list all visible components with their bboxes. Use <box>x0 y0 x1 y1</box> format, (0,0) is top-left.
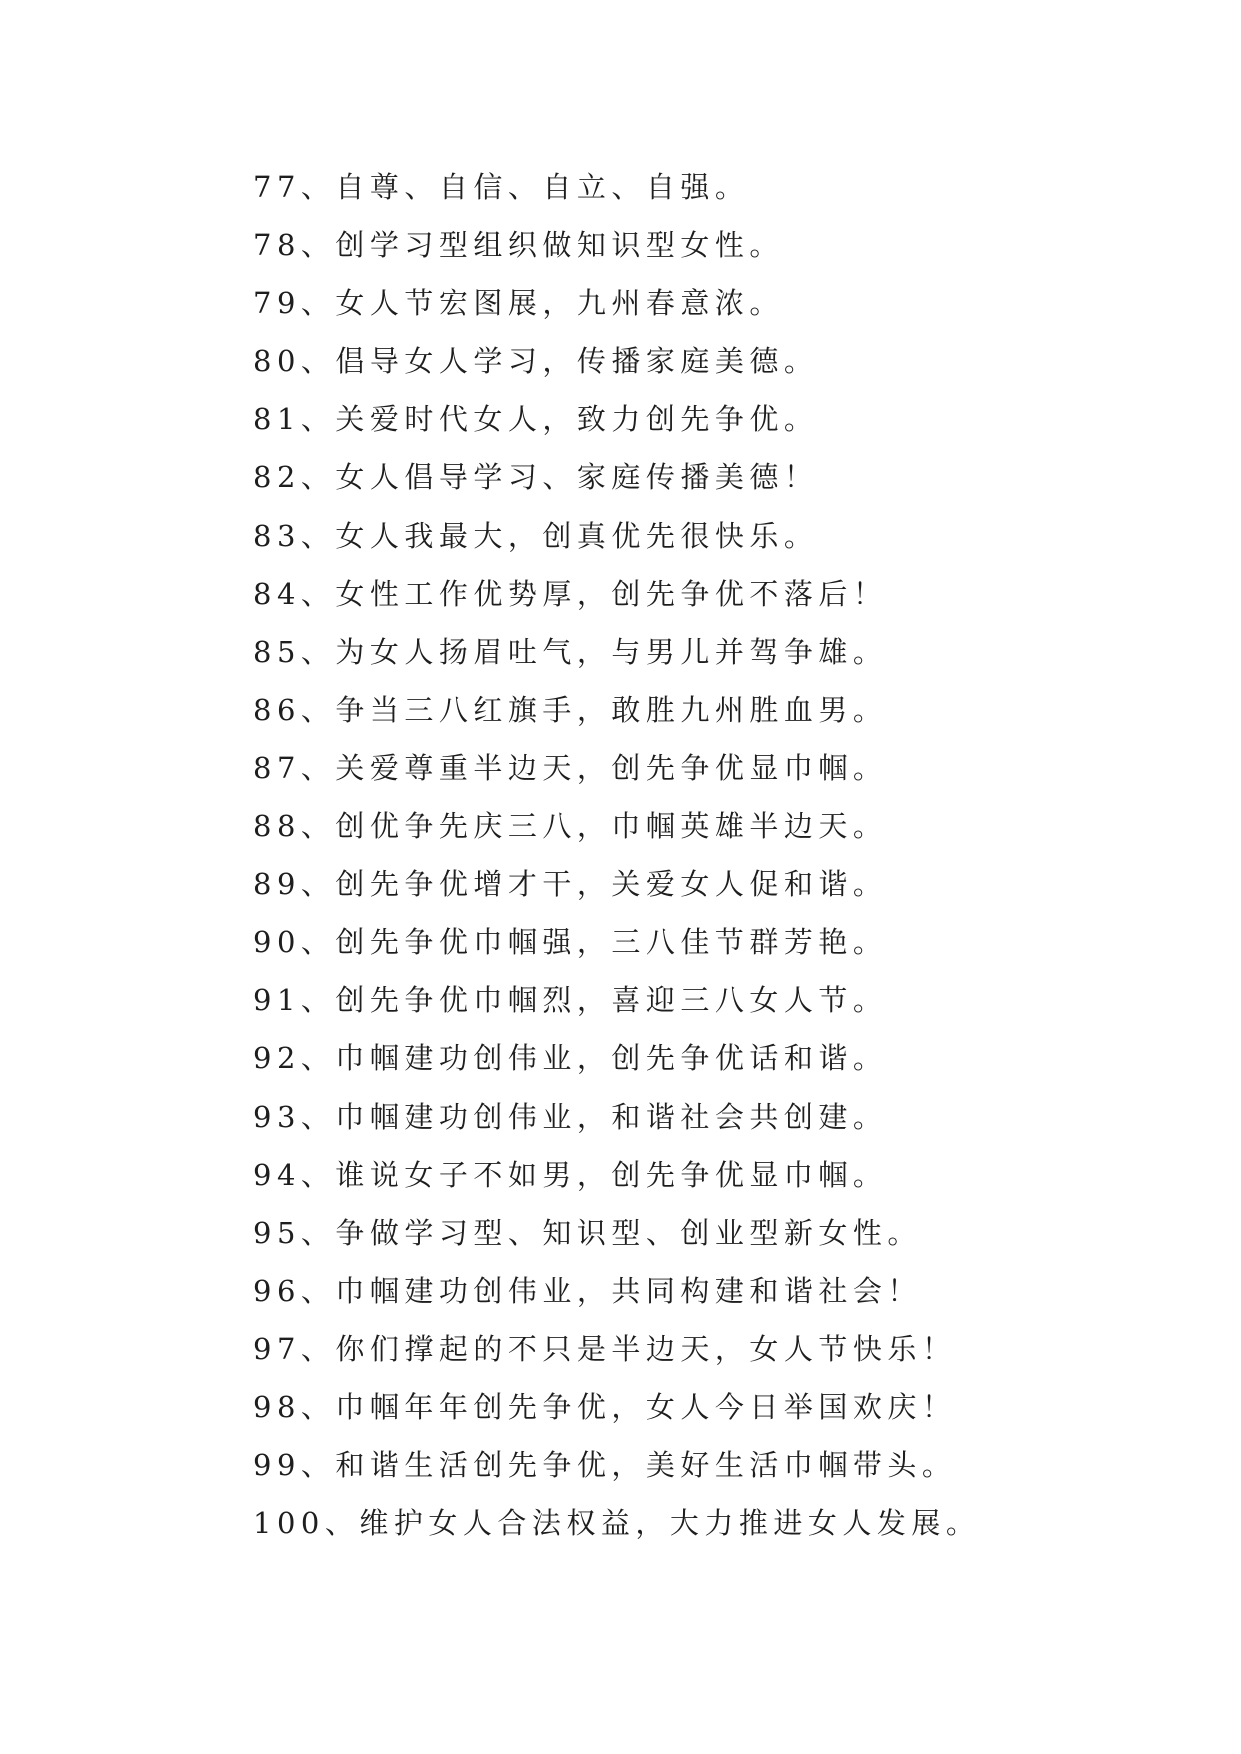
list-item: 96、巾帼建功创伟业，共同构建和谐社会！ <box>253 1273 922 1308</box>
list-item: 87、关爱尊重半边天，创先争优显巾帼。 <box>253 750 888 785</box>
list-item: 93、巾帼建功创伟业，和谐社会共创建。 <box>253 1099 888 1134</box>
list-item: 95、争做学习型、知识型、创业型新女性。 <box>253 1215 922 1250</box>
list-item: 89、创先争优增才干，关爱女人促和谐。 <box>253 867 888 902</box>
slogan-list <box>253 158 980 1552</box>
list-item: 100、维护女人合法权益，大力推进女人发展。 <box>253 1506 981 1541</box>
list-item: 78、创学习型组织做知识型女性。 <box>253 228 784 263</box>
list-item: 84、女性工作优势厚，创先争优不落后！ <box>253 576 888 611</box>
list-item: 90、创先争优巾帼强，三八佳节群芳艳。 <box>253 925 888 960</box>
list-item: 81、关爱时代女人，致力创先争优。 <box>253 402 819 437</box>
list-item: 79、女人节宏图展，九州春意浓。 <box>253 286 784 321</box>
list-item: 91、创先争优巾帼烈，喜迎三八女人节。 <box>253 983 888 1018</box>
list-item: 98、巾帼年年创先争优，女人今日举国欢庆！ <box>253 1389 957 1424</box>
list-item: 85、为女人扬眉吐气，与男儿并驾争雄。 <box>253 634 888 669</box>
list-item: 94、谁说女子不如男，创先争优显巾帼。 <box>253 1157 888 1192</box>
list-item: 77、自尊、自信、自立、自强。 <box>253 170 750 204</box>
list-item: 83、女人我最大，创真优先很快乐。 <box>253 518 819 553</box>
list-item: 82、女人倡导学习、家庭传播美德！ <box>253 460 819 495</box>
list-item: 86、争当三八红旗手，敢胜九州胜血男。 <box>253 692 888 727</box>
list-item: 80、倡导女人学习，传播家庭美德。 <box>253 344 819 379</box>
list-item: 99、和谐生活创先争优，美好生活巾帼带头。 <box>253 1448 957 1483</box>
list-item: 92、巾帼建功创伟业，创先争优话和谐。 <box>253 1041 888 1076</box>
list-item: 97、你们撑起的不只是半边天，女人节快乐！ <box>253 1331 957 1366</box>
list-item: 88、创优争先庆三八，巾帼英雄半边天。 <box>253 809 888 844</box>
